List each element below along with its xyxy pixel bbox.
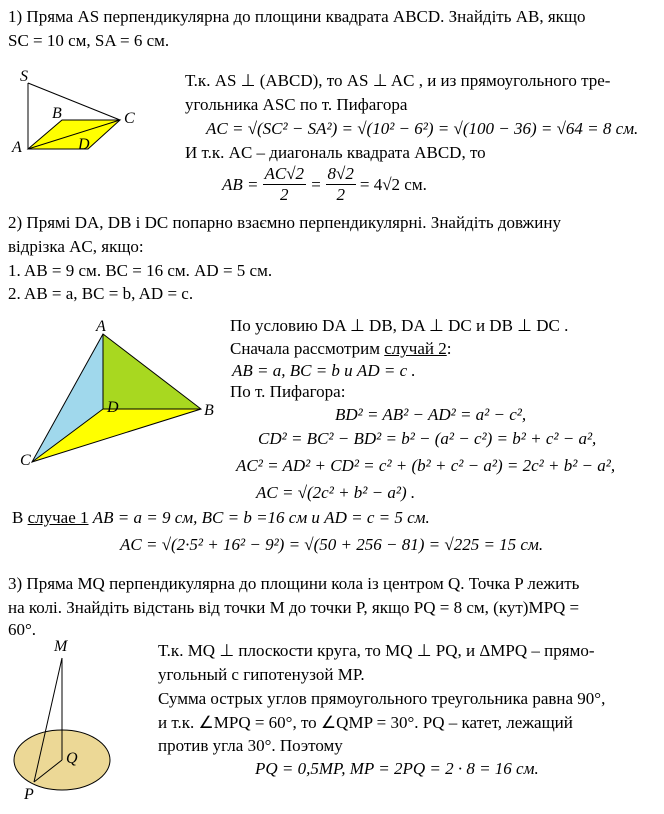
label-m: M (54, 638, 68, 655)
text: Сначала рассмотрим (230, 339, 385, 358)
ab-num1: AC√2 (264, 164, 305, 183)
solution-line: AB = a, BC = b и AD = c . (232, 361, 416, 380)
case-2-underlined: случай 2 (384, 339, 447, 358)
solution-line: По условию DA ⊥ DB, DA ⊥ DC и DB ⊥ DC . (230, 316, 569, 335)
solution-line: против угла 30°. Поэтому (158, 736, 343, 755)
ab-den1: 2 (280, 185, 289, 204)
label-a: A (12, 139, 22, 156)
formula-ab (222, 164, 427, 205)
problem2-condition: 1. AB = 9 см. BC = 16 см. AD = 5 см. (8, 261, 273, 280)
ab-eq: = (310, 174, 322, 194)
formula-ac-case1: AC = √(2·5² + 16² − 9²) = √(50 + 256 − 81) = √225 = 15 см. (120, 535, 544, 554)
formula-cd: CD² = BC² − BD² = b² − (a² − c²) = b² + c² − a², (258, 429, 597, 448)
problem3-title-line: 3) Пряма MQ перпендикулярна до площини кола із центром Q. Точка P лежить (8, 574, 580, 593)
problem1-title-line: 1) Пряма AS перпендикулярна до площини квадрата ABCD. Знайдіть AB, якщо (8, 7, 586, 26)
problem1-title-line: SC = 10 см, SA = 6 см. (8, 31, 170, 50)
solution-line: Т.к. AS ⊥ (ABCD), то AS ⊥ AC , и из прямоугольного тре- (185, 71, 611, 90)
label-q: Q (66, 750, 78, 767)
label-c: C (20, 452, 31, 469)
formula-ac: AC = √(2c² + b² − a²) . (256, 483, 416, 502)
problem2-condition: 2. AB = a, BC = b, AD = c. (8, 284, 194, 303)
label-a: A (96, 318, 106, 335)
text: : (446, 339, 452, 358)
solution-line: угольника ASC по т. Пифагора (185, 95, 408, 114)
label-s: S (20, 68, 28, 85)
case1-line (12, 507, 430, 529)
label-c: C (124, 110, 135, 127)
label-d: D (107, 399, 119, 416)
problem3-title-line: на колі. Знайдіть відстань від точки M до точки P, якщо PQ = 8 см, (кут)MPQ = (8, 598, 580, 617)
solution-line: угольный с гипотенузой MP. (158, 665, 365, 684)
solution-line: Т.к. MQ ⊥ плоскости круга, то MQ ⊥ PQ, и ΔMPQ – прямо- (158, 641, 595, 660)
edge-sc (28, 83, 120, 120)
problem3-title-line: 60°. (8, 620, 37, 639)
label-b: B (204, 402, 214, 419)
case-1-underlined: случае 1 (27, 508, 89, 527)
problem2-title-line: відрізка AC, якщо: (8, 237, 144, 256)
figure-square-pyramid (28, 83, 120, 149)
solution-line (230, 338, 451, 360)
ab-lhs: AB = (222, 174, 259, 194)
solution-line: И т.к. AC – диагональ квадрата ABCD, то (185, 143, 486, 162)
solution-line: и т.к. ∠MPQ = 60°, то ∠QMP = 30°. PQ – катет, лежащий (158, 713, 573, 732)
ab-rhs: = 4√2 см. (359, 174, 427, 194)
ab-den2: 2 (336, 185, 345, 204)
formula-ac2: AC² = AD² + CD² = c² + (b² + c² − a²) = 2c² + b² − a², (236, 456, 616, 475)
solution-line: По т. Пифагора: (230, 382, 346, 401)
label-p: P (24, 786, 34, 803)
problem2-title-line: 2) Прямі DA, DB і DC попарно взаємно перпендикулярні. Знайдіть довжину (8, 213, 561, 232)
text: AB = a = 9 см, BC = b =16 см и AD = c = 5 см. (88, 508, 430, 527)
formula-mp: PQ = 0,5MP, MP = 2PQ = 2 · 8 = 16 см. (255, 759, 539, 778)
label-b: B (52, 105, 62, 122)
formula-bd: BD² = AB² − AD² = a² − c², (335, 405, 527, 424)
solution-line: Сумма острых углов прямоугольного треугольника равна 90°, (158, 689, 606, 708)
text: В (12, 508, 28, 527)
ab-num2: 8√2 (327, 164, 354, 183)
label-d: D (78, 136, 90, 153)
figure-circle (14, 658, 110, 790)
formula-ac: AC = √(SC² − SA²) = √(10² − 6²) = √(100 − 36) = √64 = 8 см. (206, 119, 639, 138)
